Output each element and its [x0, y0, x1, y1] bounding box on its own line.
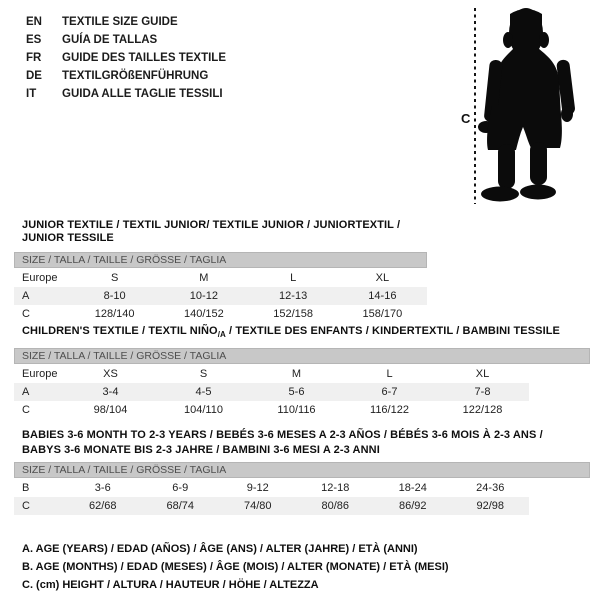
language-row [26, 13, 226, 31]
toddler-silhouette [460, 0, 600, 214]
size-cell: 140/152 [183, 308, 224, 320]
language-title-list [26, 13, 226, 103]
size-cell: XS [103, 368, 118, 381]
language-code: IT [26, 88, 37, 100]
babies-title-line1: BABIES 3-6 MONTH TO 2-3 YEARS / BEBÉS 3-6 MESES A 2-3 AÑOS / BÉBÉS 3-6 MOIS À 2-3 ANS / [22, 429, 543, 441]
language-row [26, 31, 226, 49]
babies-size-table [14, 479, 529, 515]
size-cell: 14-16 [368, 290, 397, 302]
language-title: GUIDA ALLE TAGLIE TESSILI [62, 88, 223, 100]
language-code: EN [26, 16, 42, 28]
junior-size-table [14, 269, 427, 323]
size-cell: 62/68 [88, 500, 117, 512]
toddler-silhouette-shape [478, 8, 576, 202]
size-cell: 8-10 [103, 290, 126, 302]
table-row [14, 401, 529, 419]
row-label: C [22, 308, 30, 320]
size-cell: L [290, 272, 297, 284]
size-cell: 92/98 [476, 500, 505, 512]
size-cell: 3-6 [94, 482, 111, 494]
language-code: FR [26, 52, 42, 64]
footnote-b: B. AGE (MONTHS) / EDAD (MESES) / ÂGE (MOIS) / ALTER (MONATE) / ETÀ (MESI) [22, 561, 449, 573]
row-label: Europe [22, 272, 58, 284]
row-label: Europe [22, 368, 58, 381]
table-row [14, 383, 529, 401]
size-cell: 158/170 [362, 308, 403, 320]
size-cell: 18-24 [398, 482, 427, 494]
size-cell: 86/92 [398, 500, 427, 512]
table-row [14, 269, 427, 287]
junior-size-section [14, 219, 427, 323]
size-cell: 4-5 [195, 386, 212, 399]
children-title-pre: CHILDREN'S TEXTILE / TEXTIL NIÑO [22, 325, 218, 337]
language-row [26, 85, 226, 103]
size-cell: S [199, 368, 208, 381]
measure-footnotes [22, 540, 449, 594]
language-title: GUÍA DE TALLAS [62, 34, 158, 46]
size-cell: 10-12 [189, 290, 218, 302]
footnote-c: C. (cm) HEIGHT / ALTURA / HAUTEUR / HÖHE / ALTEZZA [22, 579, 319, 591]
size-header-bar: SIZE / TALLA / TAILLE / GRÖSSE / TAGLIA [14, 348, 590, 364]
language-code: DE [26, 70, 42, 82]
language-title: GUIDE DES TAILLES TEXTILE [62, 52, 226, 64]
size-cell: 68/74 [166, 500, 195, 512]
size-cell: 5-6 [288, 386, 305, 399]
size-cell: 12-18 [321, 482, 350, 494]
table-row [14, 305, 427, 323]
size-cell: 128/140 [94, 308, 135, 320]
children-table-title [22, 325, 590, 341]
children-size-table [14, 365, 529, 419]
size-cell: 80/86 [321, 500, 350, 512]
height-measure-label: C [461, 111, 471, 126]
table-row [14, 479, 529, 497]
size-cell: M [199, 272, 209, 284]
size-cell: S [110, 272, 119, 284]
language-title: TEXTILE SIZE GUIDE [62, 16, 178, 28]
language-code: ES [26, 34, 42, 46]
row-label: C [22, 500, 30, 512]
row-label: C [22, 404, 30, 417]
language-title: TEXTILGRÖßENFÜHRUNG [62, 70, 209, 82]
row-label: B [22, 482, 30, 494]
table-row [14, 497, 529, 515]
size-cell: M [291, 368, 302, 381]
babies-title-line2: BABYS 3-6 MONATE BIS 2-3 JAHRE / BAMBINI 3-6 MESI A 2-3 ANNI [22, 444, 380, 456]
size-cell: 74/80 [243, 500, 272, 512]
size-cell: 104/110 [184, 404, 223, 417]
row-label: A [22, 290, 30, 302]
size-cell: 7-8 [474, 386, 491, 399]
size-cell: 122/128 [462, 404, 503, 417]
babies-table-title [22, 428, 590, 458]
babies-size-section [14, 428, 590, 515]
size-header-bar: SIZE / TALLA / TAILLE / GRÖSSE / TAGLIA [14, 252, 427, 268]
toddler-figure [460, 0, 600, 214]
size-header-bar: SIZE / TALLA / TAILLE / GRÖSSE / TAGLIA [14, 462, 590, 478]
table-row [14, 365, 529, 383]
size-cell: 6-9 [172, 482, 189, 494]
size-cell: L [386, 368, 393, 381]
language-row [26, 67, 226, 85]
size-cell: 24-36 [476, 482, 505, 494]
table-row [14, 287, 427, 305]
size-cell: XL [375, 272, 390, 284]
children-size-section [14, 325, 590, 419]
children-title-post: / TEXTILE DES ENFANTS / KINDERTEXTIL / BAMBINI TESSILE [225, 325, 560, 337]
size-cell: 6-7 [381, 386, 398, 399]
size-cell: 12-13 [279, 290, 308, 302]
language-row [26, 49, 226, 67]
children-title-subscript: /A [217, 330, 226, 340]
size-cell: 116/122 [370, 404, 409, 417]
row-label: A [22, 386, 30, 399]
size-cell: 9-12 [246, 482, 269, 494]
size-cell: 98/104 [93, 404, 128, 417]
size-cell: 152/158 [273, 308, 313, 320]
footnote-a: A. AGE (YEARS) / EDAD (AÑOS) / ÂGE (ANS) / ALTER (JAHRE) / ETÀ (ANNI) [22, 543, 418, 555]
size-cell: 110/116 [277, 404, 316, 417]
size-cell: 3-4 [102, 386, 119, 399]
junior-table-title: JUNIOR TEXTILE / TEXTIL JUNIOR/ TEXTILE JUNIOR / JUNIORTEXTIL / JUNIOR TESSILE [22, 219, 401, 244]
size-cell: XL [475, 368, 490, 381]
